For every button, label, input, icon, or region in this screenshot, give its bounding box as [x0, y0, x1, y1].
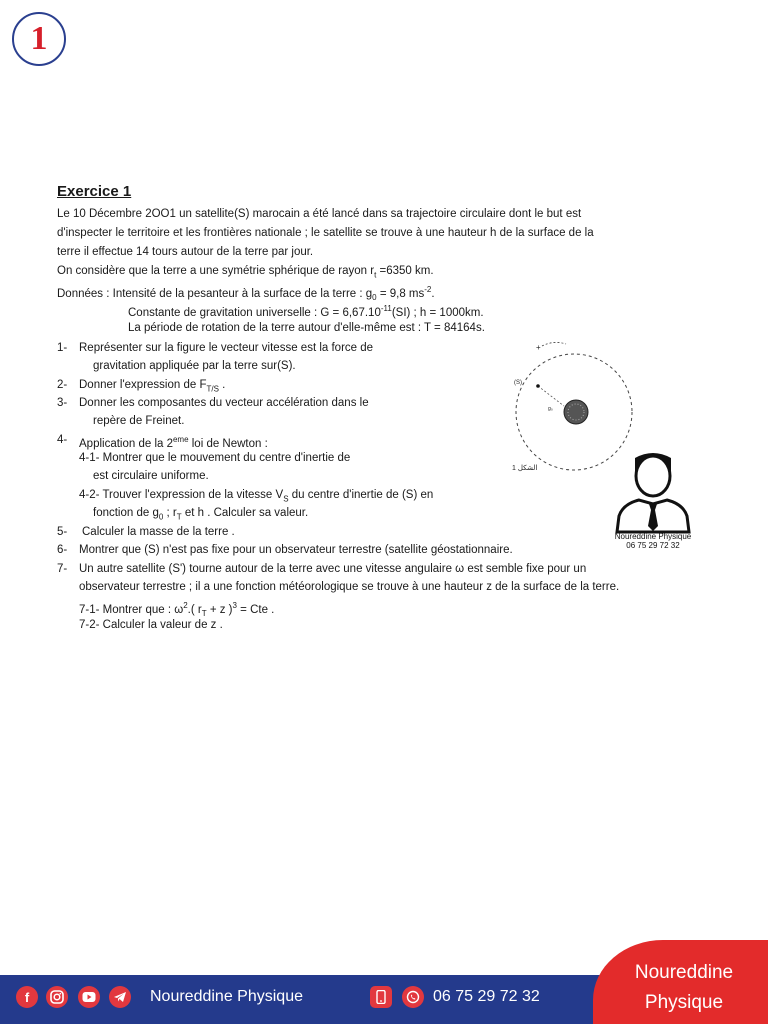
whatsapp-icon[interactable] [402, 986, 424, 1008]
question-1-cont: gravitation appliquée par la terre sur(S). [93, 360, 296, 372]
instagram-icon[interactable] [46, 986, 68, 1008]
telegram-icon[interactable] [109, 986, 131, 1008]
question-6: Montrer que (S) n'est pas fixe pour un observateur terrestre (satellite géostationnaire. [79, 544, 513, 556]
facebook-icon[interactable]: f [16, 986, 38, 1008]
question-number: 2- [57, 379, 68, 391]
question-4-1-cont: est circulaire uniforme. [93, 470, 209, 482]
intro-line-3: terre il effectue 14 tours autour de la terre par jour. [57, 246, 314, 258]
question-number: 7- [57, 563, 68, 575]
youtube-icon[interactable] [78, 986, 100, 1008]
question-3: Donner les composantes du vecteur accélération dans le [79, 397, 369, 409]
figure-g-label: g₀ [548, 406, 553, 412]
figure-plus-label: + [536, 343, 541, 352]
question-4-2: 4-2- Trouver l'expression de la vitesse $V_S$ du centre d'inertie de (S) en [79, 489, 434, 504]
question-number: 5- [57, 526, 68, 538]
question-number: 6- [57, 544, 68, 556]
question-4-1: 4-1- Montrer que le mouvement du centre d'inertie de [79, 452, 351, 464]
intro-line-5: Données : Intensité de la pesanteur à la surface de la terre : $g_0 = 9,8$ $ms^{-2}$. [57, 285, 435, 303]
question-4: Application de la 2eme loi de Newton : [79, 435, 268, 450]
footer-brand [614, 958, 754, 1018]
avatar-name: Noureddine Physique [614, 532, 692, 541]
exercise-title: Exercice 1 [57, 183, 132, 200]
footer-phone: 06 75 29 72 32 [433, 988, 540, 1005]
question-3-cont: repère de Freinet. [93, 415, 185, 427]
question-number: 4- [57, 434, 68, 446]
question-7-2: 7-2- Calculer la valeur de z . [79, 619, 223, 631]
person-avatar-icon [613, 452, 693, 534]
page-number: 1 [30, 20, 48, 57]
question-number: 1- [57, 342, 68, 354]
question-7-1: 7-1- Montrer que : $\omega^2$.( $r_T + z$ )$^3$ = Cte . [79, 601, 275, 619]
question-number: 3- [57, 397, 68, 409]
radius-line [538, 386, 564, 406]
intro-line-7: La période de rotation de la terre autour d'elle-même est : T = 84164s. [128, 322, 485, 334]
question-7-cont: observateur terrestre ; il a une fonction météorologique se trouve à une hauteur z de la surface de la terre. [79, 581, 620, 593]
direction-arrow-icon [542, 342, 566, 346]
question-5: Calculer la masse de la terre . [82, 526, 235, 538]
phone-icon[interactable] [370, 986, 392, 1008]
footer-name: Noureddine Physique [150, 988, 303, 1005]
satellite-icon [536, 384, 540, 388]
figure-caption: الشكل 1 [512, 465, 538, 472]
question-4-2-cont: fonction de $g_0$ ; $r_T$ et h . Calculer sa valeur. [93, 507, 309, 522]
footer-brand-line1: Noureddine [634, 962, 734, 983]
question-2: Donner l'expression de $F_{T/S}$ . [79, 379, 226, 394]
avatar-caption [600, 532, 706, 550]
avatar-phone: 06 75 29 72 32 [626, 541, 680, 550]
intro-line-4: On considère que la terre a une symétrie sphérique de rayon $r_t =6350$ km. [57, 265, 434, 280]
figure-s-label: (S) [514, 380, 522, 386]
footer-brand-line2: Physique [644, 992, 724, 1013]
intro-line-1: Le 10 Décembre 2OO1 un satellite(S) marocain a été lancé dans sa trajectoire circulaire dont le but est [57, 208, 582, 220]
question-7: Un autre satellite (S') tourne autour de la terre avec une vitesse angulaire ω est semble fixe pour un [79, 563, 587, 575]
question-1: Représenter sur la figure le vecteur vitesse est la force de [79, 342, 374, 354]
intro-line-6: Constante de gravitation universelle : $G = 6,67.10^{-11}(SI)$ ; h = 1000km. [128, 304, 484, 319]
intro-line-2: d'inspecter le territoire et les frontières nationale ; le satellite se trouve à une hauteur h de la surface de la [57, 227, 594, 239]
